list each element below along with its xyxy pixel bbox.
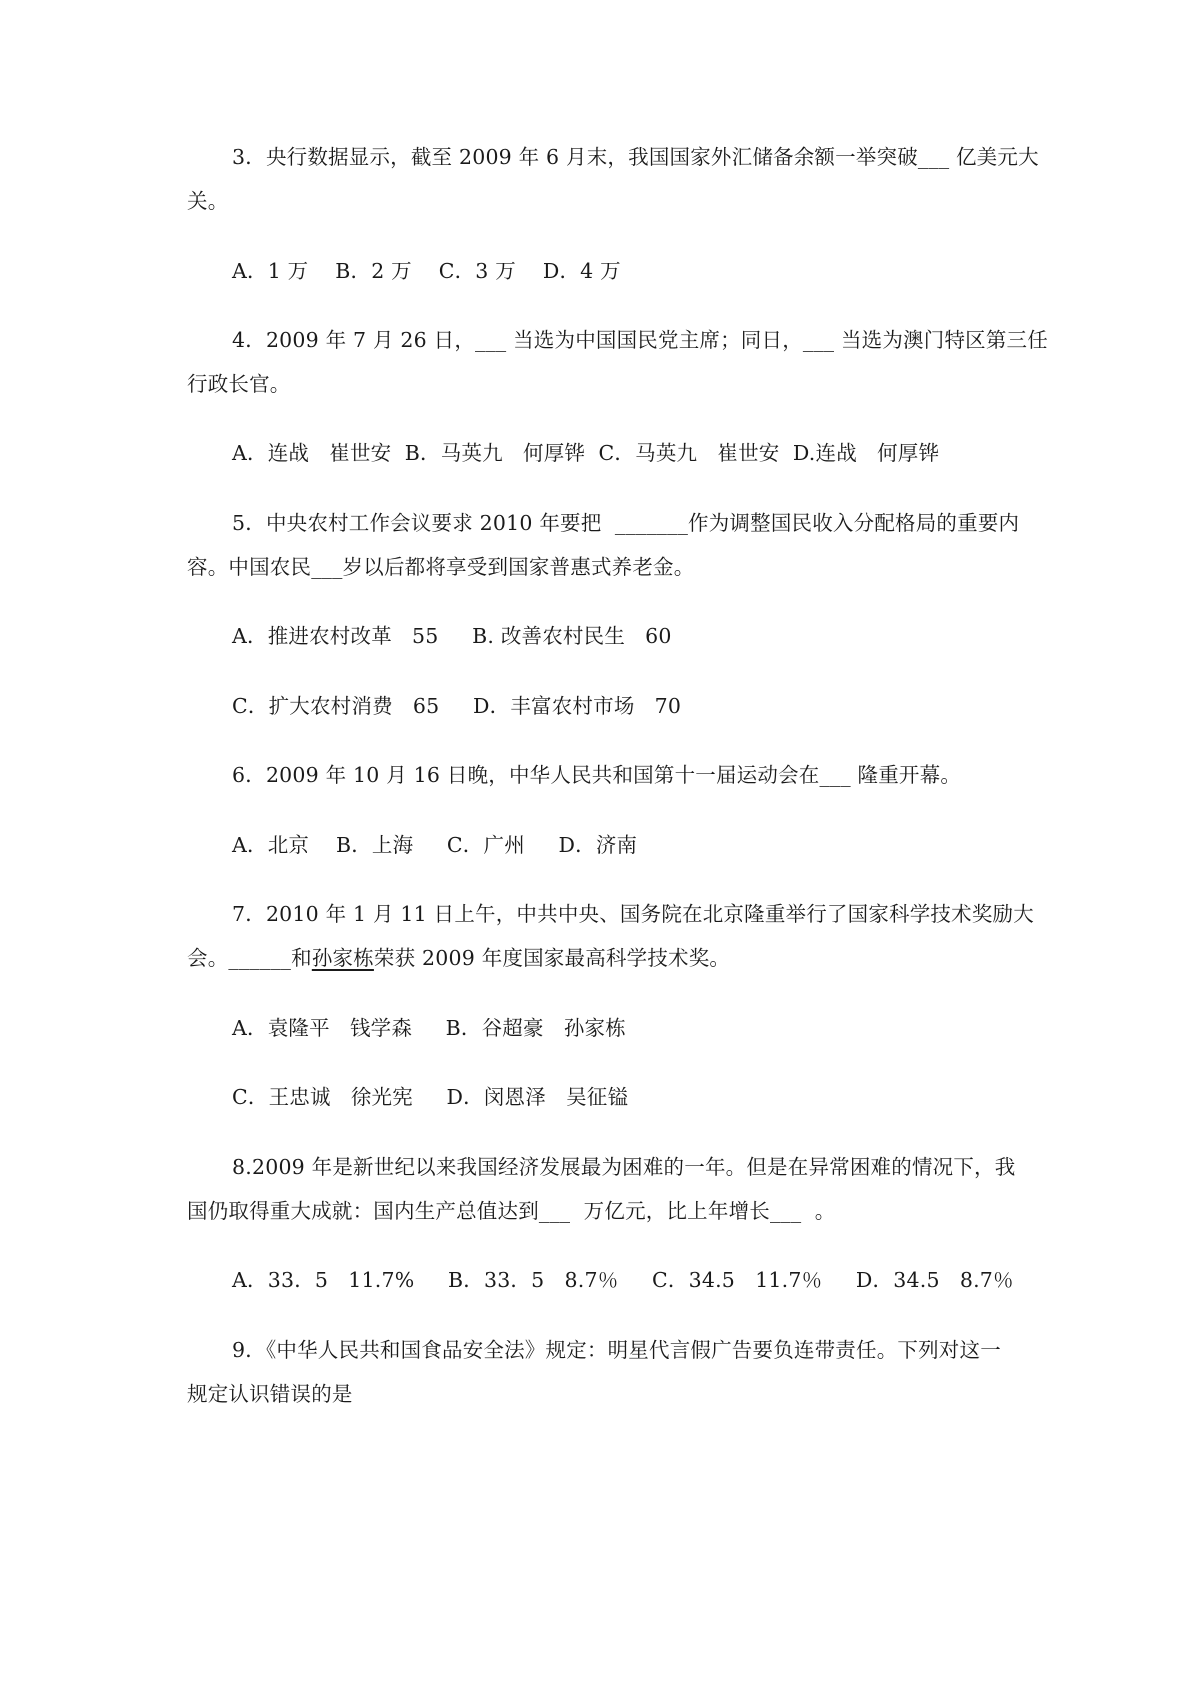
question-8-line-1: 8.2009 年是新世纪以来我国经济发展最为困难的一年。但是在异常困难的情况下，我 [232, 1155, 1016, 1179]
question-3-options: A．1 万 B．2 万 C．3 万 D．4 万 [232, 259, 621, 283]
question-4-line-2: 行政长官。 [187, 372, 291, 396]
question-7-line-1: 7．2010 年 1 月 11 日上午，中共中央、国务院在北京隆重举行了国家科学技术奖励大 [232, 902, 1034, 926]
question-3-line-2: 关。 [187, 189, 229, 213]
question-7-options-row-2: C．王忠诚 徐光宪 D．闵恩泽 吴征镒 [232, 1085, 629, 1109]
question-9-line-1: 9．《中华人民共和国食品安全法》规定：明星代言假广告要负连带责任。下列对这一 [232, 1338, 1001, 1362]
question-8-line-2: 国仍取得重大成就：国内生产总值达到___ 万亿元，比上年增长___ 。 [187, 1199, 836, 1223]
question-5-line-1: 5．中央农村工作会议要求 2010 年要把 _______作为调整国民收入分配格局的重要内 [232, 511, 1020, 535]
question-7-line-2-end: 荣获 2009 年度国家最高科学技术奖。 [373, 946, 731, 970]
question-7-line-2-start: 会。______和 [187, 946, 312, 970]
question-7-options-row-1: A．袁隆平 钱学森 B．谷超豪 孙家栋 [232, 1016, 626, 1040]
question-5-line-2: 容。中国农民___岁以后都将享受到国家普惠式养老金。 [187, 555, 695, 579]
question-4-options: A．连战 崔世安 B．马英九 何厚铧 C．马英九 崔世安 D.连战 何厚铧 [232, 441, 940, 465]
question-6-line-1: 6．2009 年 10 月 16 日晚，中华人民共和国第十一届运动会在___ 隆重开幕。 [232, 763, 962, 787]
question-3-line-1: 3．央行数据显示，截至 2009 年 6 月末，我国国家外汇储备余额一举突破___ 亿美元大 [232, 145, 1039, 169]
question-5-options-row-2: C．扩大农村消费 65 D．丰富农村市场 70 [232, 694, 682, 718]
question-8-options: A．33．5 11.7% B．33．5 8.7％ C．34.5 11.7％ D．34.5 8.7％ [232, 1268, 1014, 1292]
underlined-name: 孙家栋 [311, 946, 374, 970]
question-5-options-row-1: A．推进农村改革 55 B. 改善农村民生 60 [232, 624, 672, 648]
question-4-line-1: 4．2009 年 7 月 26 日，___ 当选为中国国民党主席；同日，___ 当选为澳门特区第三任 [232, 328, 1048, 352]
question-6-options: A．北京 B．上海 C．广州 D．济南 [232, 833, 638, 857]
question-7-line-2 [187, 944, 730, 972]
question-9-line-2: 规定认识错误的是 [187, 1382, 353, 1406]
